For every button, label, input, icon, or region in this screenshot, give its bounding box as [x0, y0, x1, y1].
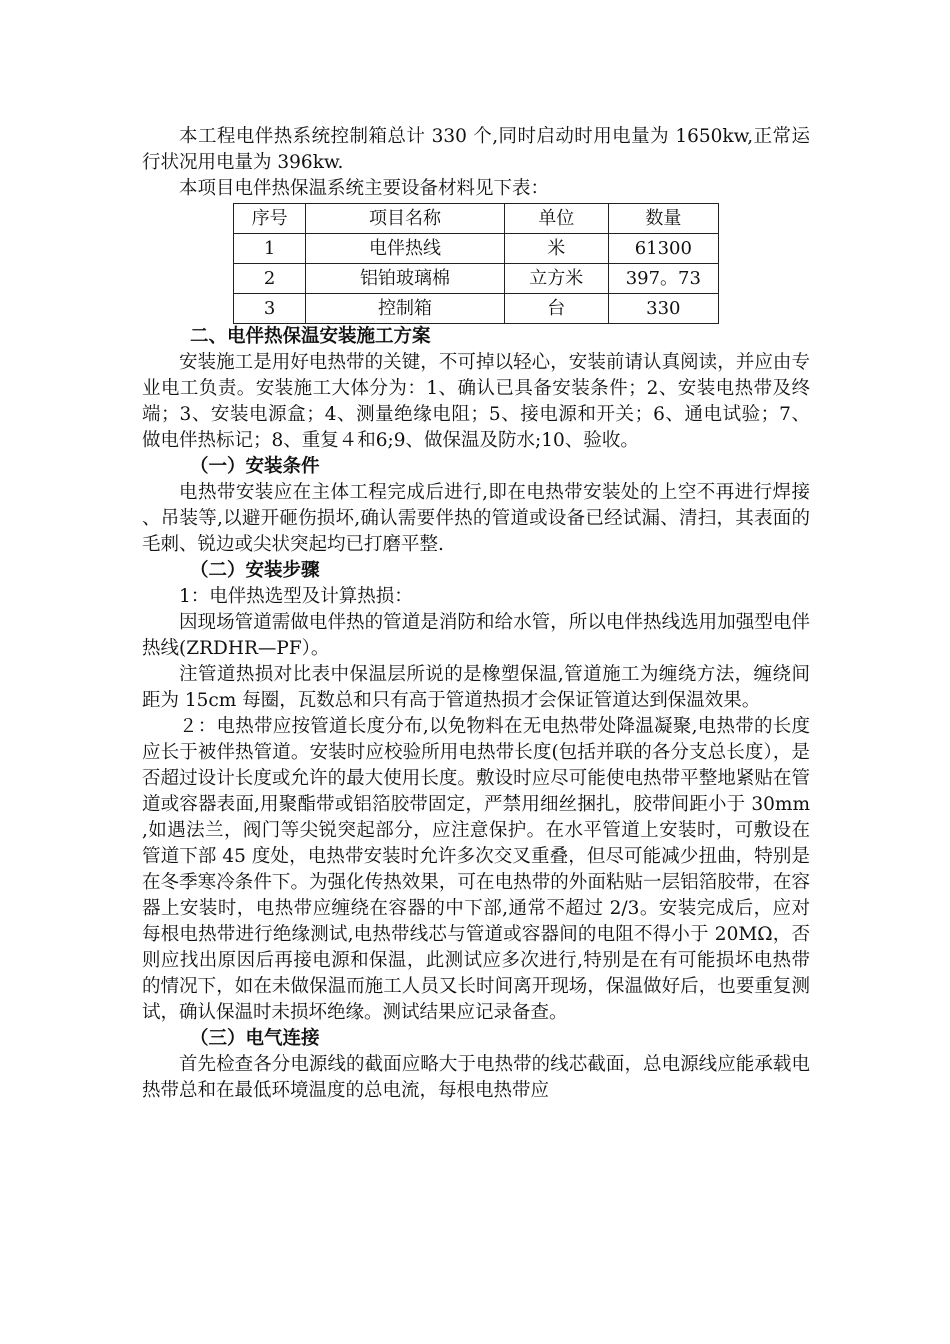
- paragraph-table-intro: 本项目电伴热保温系统主要设备材料见下表：: [179, 178, 550, 199]
- table-cell: 台: [504, 294, 608, 324]
- paragraph-electrical-connection: 首先检查各分电源线的截面应略大于电热带的线芯截面，总电源线应能承载电热带总和在最低环境温度的总电流，每根电热带应: [142, 1054, 810, 1101]
- paragraph-section-intro: 安装施工是用好电热带的关键，不可掉以轻心，安装前请认真阅读，并应由专业电工负责。安装施工大体分为：1、确认已具备安装条件；2、安装电热带及终端；3、安装电源盒；4、测量绝缘电阻；5、接电源和开关；6、通电试验；7、做电伴热标记；8、重复４和6;9、做保温及防水;10、验收。: [142, 352, 810, 451]
- table-cell: 2: [234, 264, 306, 294]
- table-cell: 控制箱: [306, 294, 505, 324]
- table-cell: 米: [504, 234, 608, 264]
- table-cell: 61300: [608, 234, 718, 264]
- table-cell: 铝铂玻璃棉: [306, 264, 505, 294]
- section-heading: 二、电伴热保温安装施工方案: [190, 326, 431, 347]
- paragraph-step2: ２：电热带应按管道长度分布,以免物料在无电热带处降温凝聚,电热带的长度应长于被伴热管道。安装时应校验所用电热带长度(包括并联的各分支总长度），是否超过设计长度或允许的最大使用长度。敷设时应尽可能使电热带平整地紧贴在管道或容器表面,用聚酯带或铝箔胶带固定，严禁用细丝捆扎，胶带间距小于 30mm,如遇法兰，阀门等尖锐突起部分，应注意保护。在水平管道上安装时，可敷设在管道下部 45 度处，电热带安装时允许多次交叉重叠，但尽可能减少扭曲，特别是在冬季寒冷条件下。为强化传热效果，可在电热带的外面粘贴一层铝箔胶带，在容器上安装时，电热带应缠绕在容器的中下部,通常不超过 2/3。安装完成后，应对每根电热带进行绝缘测试,电热带线芯与管道或容器间的电阻不得小于 20MΩ，否则应找出原因后再接电源和保温，此测试应多次进行,特别是在有可能损坏电热带的情况下，如在未做保温而施工人员又长时间离开现场，保温做好后，也要重复测试，确认保温时未损坏绝缘。测试结果应记录备查。: [142, 716, 810, 1023]
- table-cell: 330: [608, 294, 718, 324]
- table-header-row: [234, 204, 719, 234]
- paragraph-load-summary: 本工程电伴热系统控制箱总计 330 个,同时启动时用电量为 1650kw,正常运行状况用电量为 396kw.: [142, 126, 810, 173]
- table-header-cell: 单位: [504, 204, 608, 234]
- table-cell: 电伴热线: [306, 234, 505, 264]
- paragraph-step1-heat-loss: 注管道热损对比表中保温层所说的是橡塑保温,管道施工为缠绕方法，缠绕间距为 15cm 每圈，瓦数总和只有高于管道热损才会保证管道达到保温效果。: [142, 664, 810, 711]
- paragraph-step1-title: 1：电伴热选型及计算热损：: [179, 586, 413, 607]
- table-row: [234, 234, 719, 264]
- document-content: [142, 124, 810, 1104]
- paragraph-step1-selection: 因现场管道需做电伴热的管道是消防和给水管，所以电伴热线选用加强型电伴热线(ZRDHR—PF）。: [142, 612, 810, 659]
- table-cell: 1: [234, 234, 306, 264]
- table-cell: 3: [234, 294, 306, 324]
- table-cell: 397。73: [608, 264, 718, 294]
- materials-table: [233, 203, 719, 324]
- table-header-cell: 项目名称: [306, 204, 505, 234]
- table-row: [234, 264, 719, 294]
- subsection-heading: （二）安装步骤: [190, 560, 320, 581]
- subsection-heading: （三）电气连接: [190, 1028, 320, 1049]
- table-header-cell: 数量: [608, 204, 718, 234]
- paragraph-install-conditions: 电热带安装应在主体工程完成后进行,即在电热带安装处的上空不再进行焊接、吊装等,以避开砸伤损坏,确认需要伴热的管道或设备已经试漏、清扫，其表面的毛刺、锐边或尖状突起均已打磨平整.: [142, 482, 810, 555]
- table-cell: 立方米: [504, 264, 608, 294]
- subsection-heading: （一）安装条件: [190, 456, 320, 477]
- table-header-cell: 序号: [234, 204, 306, 234]
- table-row: [234, 294, 719, 324]
